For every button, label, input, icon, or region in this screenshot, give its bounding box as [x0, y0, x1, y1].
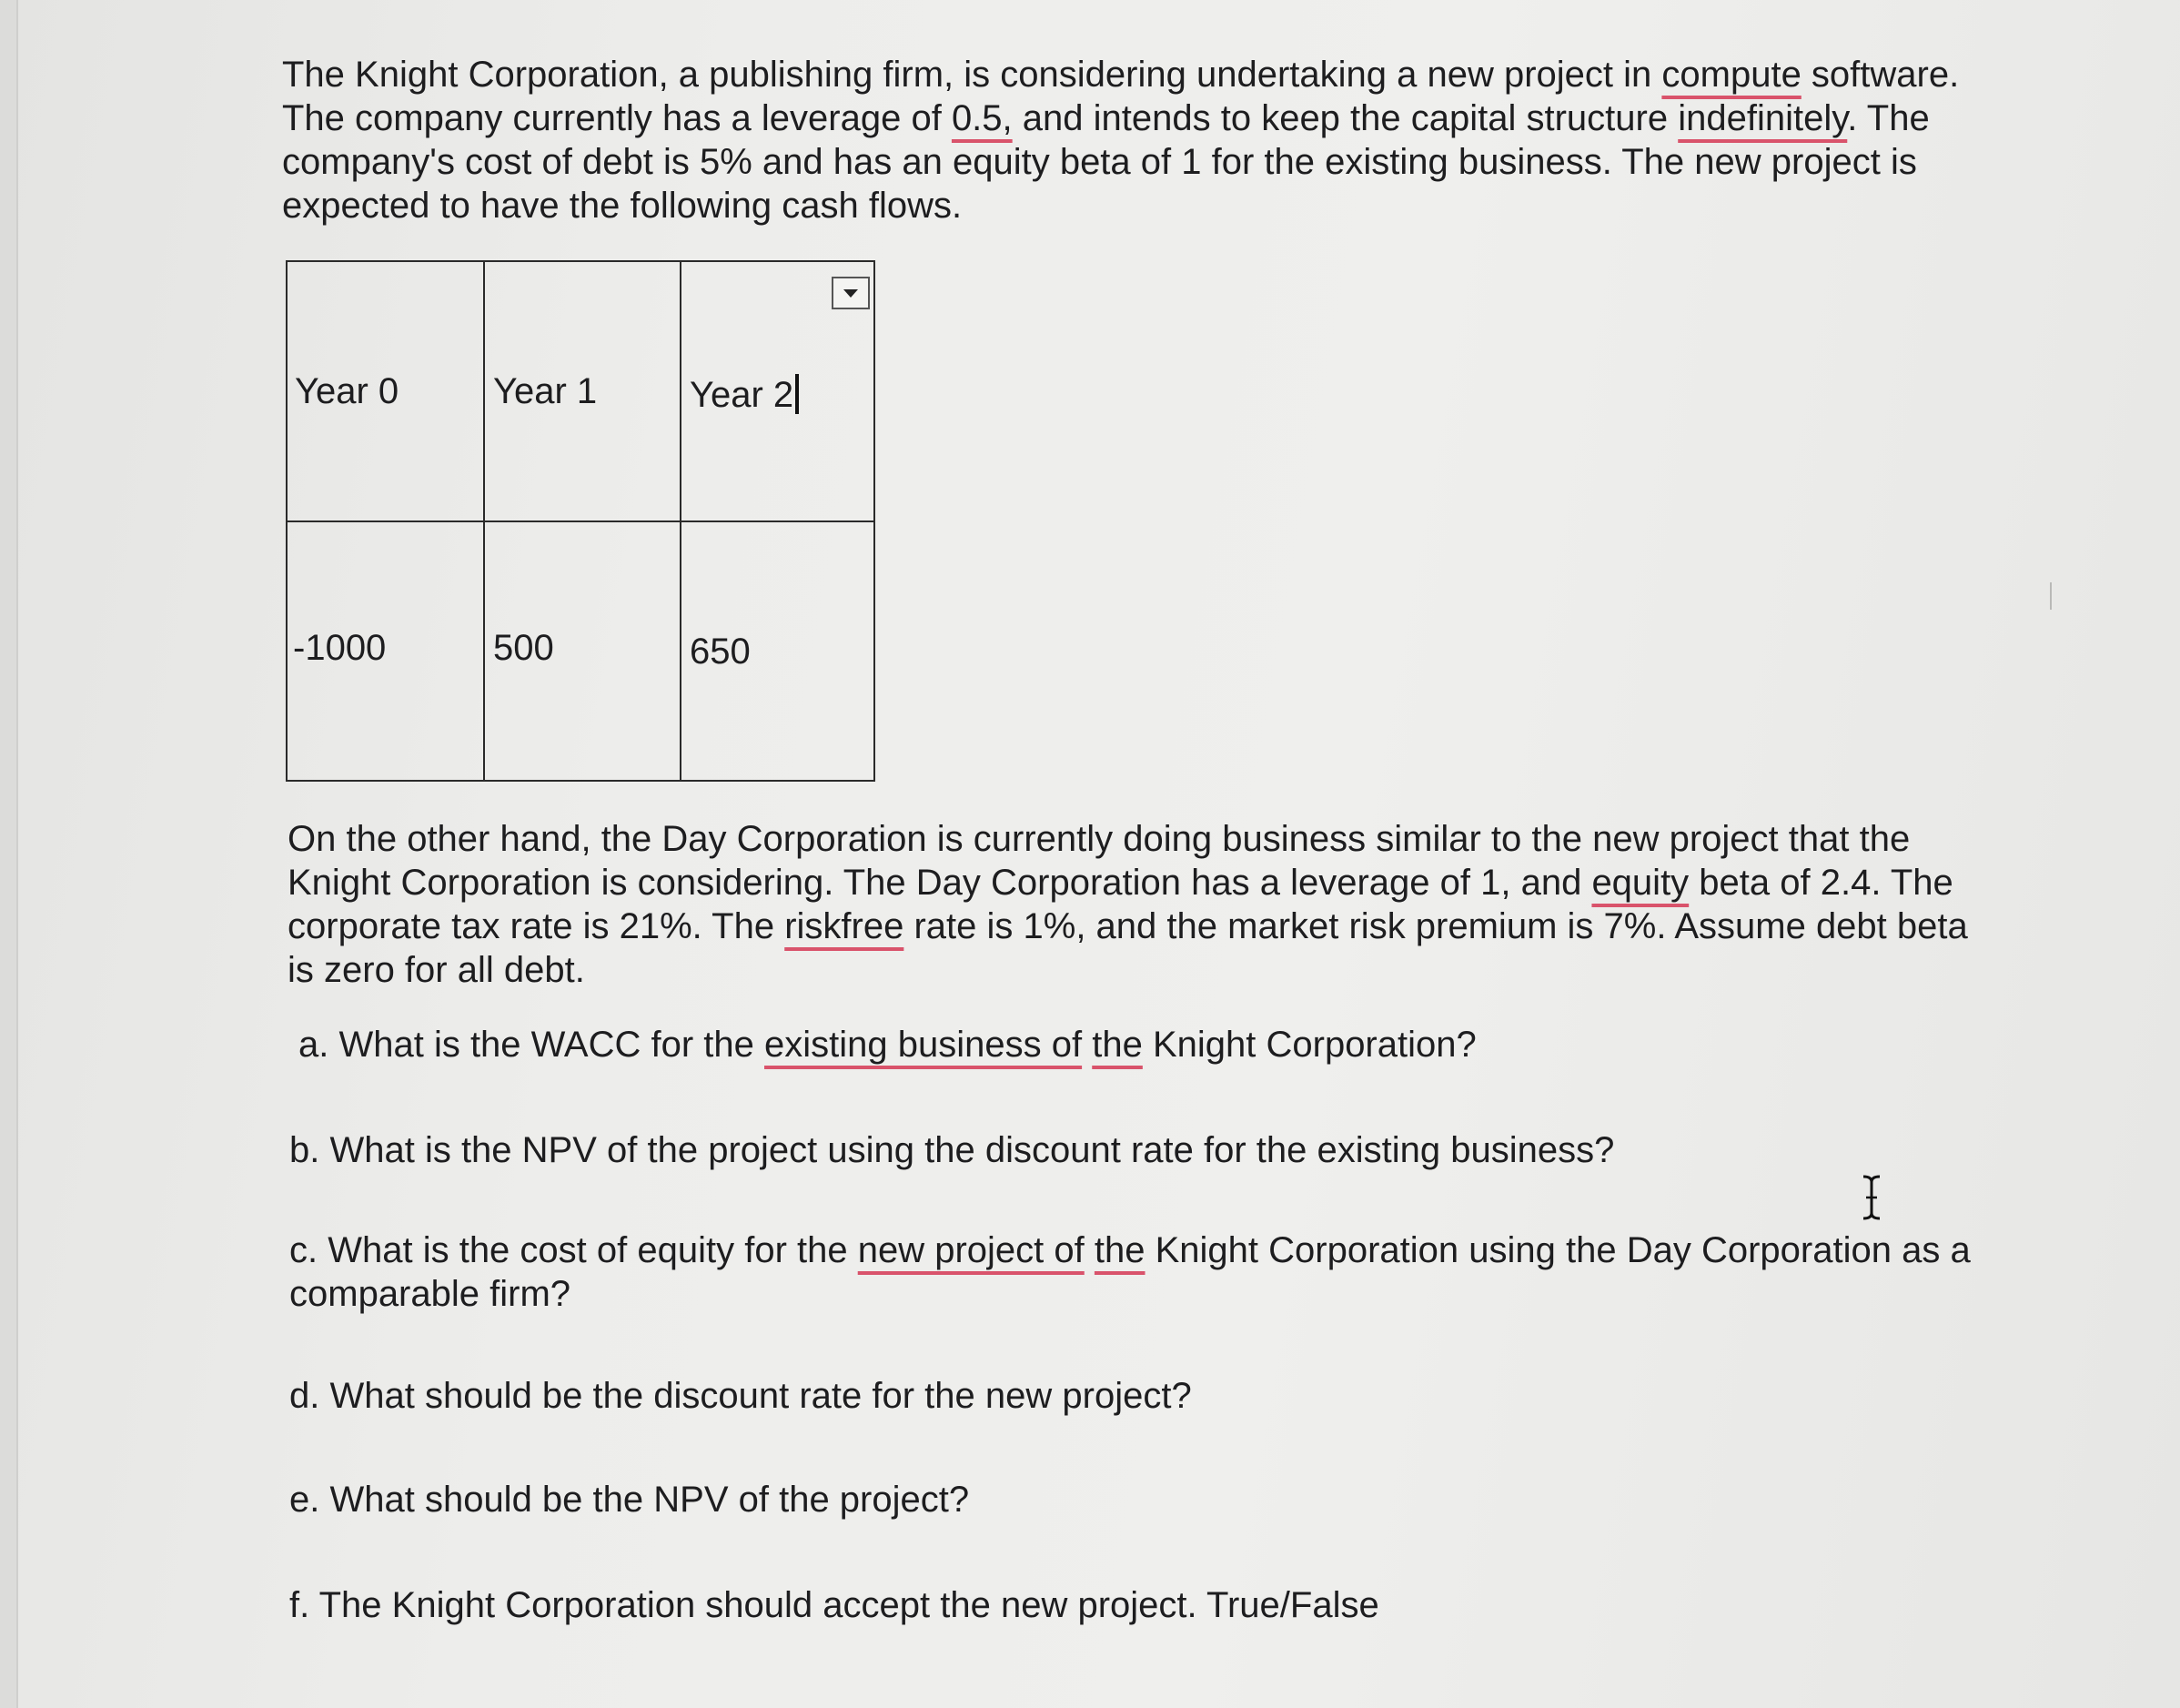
intro-line-2: [282, 96, 2038, 140]
intro-line-1: [282, 53, 2038, 96]
question-c-line-1: [289, 1228, 1971, 1272]
question-text: [1085, 1230, 1095, 1270]
table-header-year-2: Year 2: [690, 375, 794, 415]
table-divider: [288, 520, 873, 522]
day-text: rate is 1%, and the market risk premium is 7%. Assume debt beta: [903, 906, 1968, 946]
question-a[interactable]: [298, 1023, 1477, 1066]
day-line-2: [288, 861, 2044, 905]
page-edge-mark: [2050, 582, 2052, 610]
table-header-year-2-cell[interactable]: [690, 373, 799, 417]
table-cell-year-0[interactable]: -1000: [293, 628, 387, 668]
day-text: Knight Corporation is considering. The Day Corporation has a leverage of 1, and: [288, 863, 1592, 903]
table-cell-year-1[interactable]: 500: [493, 628, 554, 668]
intro-paragraph[interactable]: [282, 53, 2038, 227]
day-line-3: [288, 905, 2044, 948]
question-e[interactable]: e. What should be the NPV of the project?: [289, 1480, 970, 1520]
intro-line-4: expected to have the following cash flows.: [282, 186, 963, 226]
cash-flow-table[interactable]: [286, 260, 875, 782]
spellcheck-word[interactable]: riskfree: [784, 906, 904, 946]
question-c[interactable]: [289, 1228, 1971, 1316]
intro-text: software.: [1801, 55, 1960, 95]
chevron-down-icon: [833, 278, 868, 308]
spellcheck-word[interactable]: the: [1092, 1025, 1143, 1065]
day-text: corporate tax rate is 21%. The: [288, 906, 785, 946]
question-b[interactable]: b. What is the NPV of the project using the discount rate for the existing business?: [289, 1130, 1615, 1170]
intro-text: and intends to keep the capital structure: [1012, 98, 1679, 138]
table-header-year-0[interactable]: Year 0: [295, 371, 399, 411]
spellcheck-word[interactable]: 0.5,: [951, 98, 1013, 138]
question-d[interactable]: d. What should be the discount rate for the new project?: [289, 1376, 1192, 1416]
intro-text: The Knight Corporation, a publishing firm, is considering undertaking a new project in: [282, 55, 1662, 95]
day-line-4: is zero for all debt.: [288, 950, 585, 990]
day-line-1: On the other hand, the Day Corporation is currently doing business similar to the new project that the: [288, 819, 1911, 859]
question-text: c. What is the cost of equity for the: [289, 1230, 858, 1270]
spellcheck-word[interactable]: equity: [1591, 863, 1690, 903]
window-edge: [0, 0, 18, 1708]
text-cursor-icon: [1856, 1174, 1887, 1221]
intro-text: equity: [952, 142, 1050, 182]
spellcheck-word[interactable]: the: [1094, 1230, 1146, 1270]
question-text: Knight Corporation?: [1142, 1025, 1477, 1065]
intro-text: beta of 1 for the existing business. The new project is: [1049, 142, 1917, 182]
question-text: [1082, 1025, 1092, 1065]
intro-line-3: [282, 140, 2038, 184]
spellcheck-word[interactable]: indefinitely: [1678, 98, 1848, 138]
question-f[interactable]: f. The Knight Corporation should accept the new project. True/False: [289, 1585, 1379, 1625]
table-cell-year-2[interactable]: 650: [690, 632, 751, 672]
day-paragraph[interactable]: [288, 817, 2044, 992]
spellcheck-word[interactable]: new project of: [857, 1230, 1085, 1270]
intro-text: . The: [1847, 98, 1930, 138]
intro-text: The company currently has a leverage of: [282, 98, 952, 138]
table-header-year-1[interactable]: Year 1: [493, 371, 598, 411]
day-text: beta of 2.4. The: [1689, 863, 1953, 903]
intro-text: company's cost of debt is 5% and has an: [282, 142, 953, 182]
spellcheck-word[interactable]: existing business of: [764, 1025, 1083, 1065]
text-caret: [795, 374, 799, 414]
question-text: a. What is the WACC for the: [298, 1025, 765, 1065]
question-c-line-2: comparable firm?: [289, 1274, 571, 1314]
spellcheck-word[interactable]: compute: [1661, 55, 1802, 95]
table-options-dropdown[interactable]: [832, 277, 870, 309]
question-text: Knight Corporation using the Day Corporation as a: [1145, 1230, 1971, 1270]
